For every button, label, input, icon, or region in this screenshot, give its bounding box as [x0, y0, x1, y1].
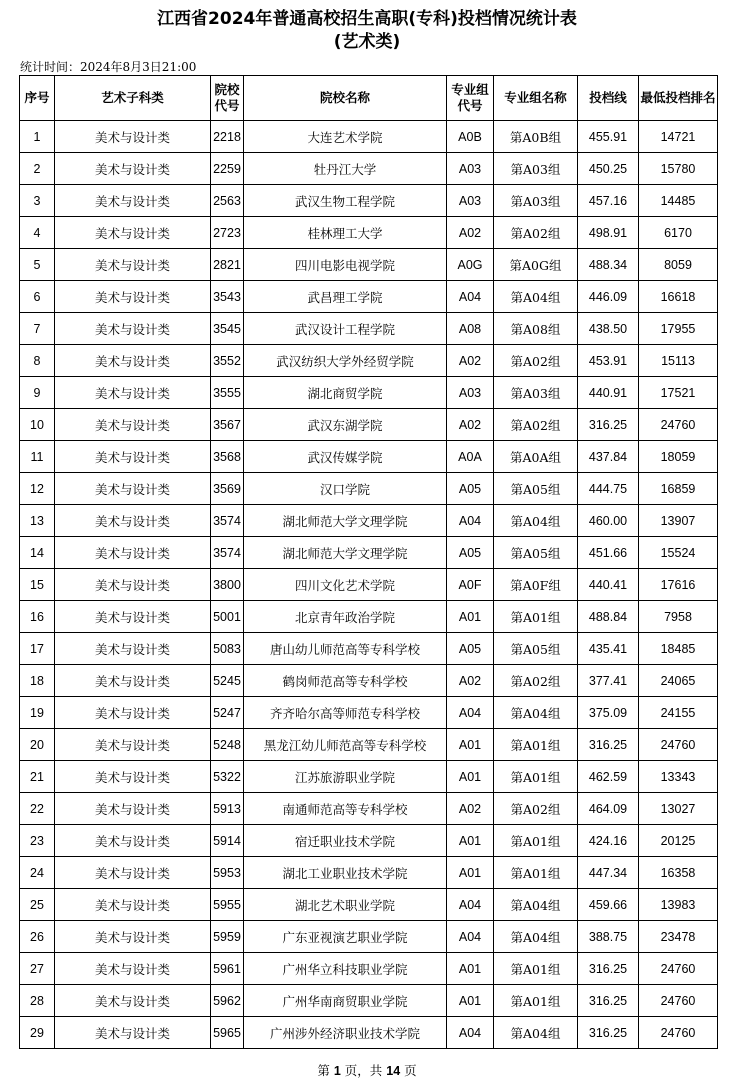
- cell-group-code: A04: [447, 697, 494, 729]
- cell-index: 2: [20, 153, 55, 185]
- cell-group-code: A04: [447, 921, 494, 953]
- cell-school-code: 2218: [211, 121, 244, 153]
- cell-subcategory: 美术与设计类: [55, 185, 211, 217]
- cell-min-rank: 7958: [639, 601, 718, 633]
- cell-group-code: A0B: [447, 121, 494, 153]
- cell-min-rank: 16618: [639, 281, 718, 313]
- cell-group-code: A05: [447, 473, 494, 505]
- cell-school-name: 湖北师范大学文理学院: [244, 537, 447, 569]
- cell-group-code: A01: [447, 825, 494, 857]
- table-row: [20, 1017, 718, 1049]
- cell-group-code: A0G: [447, 249, 494, 281]
- table-row: [20, 793, 718, 825]
- page-title: [0, 8, 734, 54]
- cell-group-name: 第A03组: [494, 185, 578, 217]
- cell-subcategory: 美术与设计类: [55, 121, 211, 153]
- cell-school-code: 5247: [211, 697, 244, 729]
- cell-score: 457.16: [578, 185, 639, 217]
- cell-min-rank: 13343: [639, 761, 718, 793]
- cell-index: 4: [20, 217, 55, 249]
- cell-group-name: 第A04组: [494, 697, 578, 729]
- cell-school-name: 广州涉外经济职业技术学院: [244, 1017, 447, 1049]
- cell-school-name: 南通师范高等专科学校: [244, 793, 447, 825]
- cell-score: 462.59: [578, 761, 639, 793]
- footer-suffix: 页: [404, 1063, 417, 1078]
- cell-group-code: A0A: [447, 441, 494, 473]
- cell-school-code: 3569: [211, 473, 244, 505]
- cell-min-rank: 16859: [639, 473, 718, 505]
- cell-school-code: 5913: [211, 793, 244, 825]
- col-header-group-code: 专业组代号: [447, 76, 494, 121]
- cell-group-code: A01: [447, 857, 494, 889]
- table-row: [20, 697, 718, 729]
- table-row: [20, 921, 718, 953]
- cell-index: 9: [20, 377, 55, 409]
- cell-school-code: 3800: [211, 569, 244, 601]
- cell-school-code: 5953: [211, 857, 244, 889]
- cell-score: 438.50: [578, 313, 639, 345]
- cell-subcategory: 美术与设计类: [55, 985, 211, 1017]
- cell-school-name: 湖北商贸学院: [244, 377, 447, 409]
- cell-group-code: A02: [447, 217, 494, 249]
- cell-min-rank: 20125: [639, 825, 718, 857]
- cell-min-rank: 17521: [639, 377, 718, 409]
- cell-index: 25: [20, 889, 55, 921]
- cell-index: 26: [20, 921, 55, 953]
- cell-school-code: 3552: [211, 345, 244, 377]
- cell-index: 22: [20, 793, 55, 825]
- cell-index: 5: [20, 249, 55, 281]
- cell-school-code: 3574: [211, 505, 244, 537]
- cell-subcategory: 美术与设计类: [55, 569, 211, 601]
- cell-score: 453.91: [578, 345, 639, 377]
- cell-min-rank: 15780: [639, 153, 718, 185]
- cell-group-name: 第A0F组: [494, 569, 578, 601]
- cell-subcategory: 美术与设计类: [55, 409, 211, 441]
- cell-subcategory: 美术与设计类: [55, 921, 211, 953]
- cell-school-code: 5959: [211, 921, 244, 953]
- cell-index: 7: [20, 313, 55, 345]
- title-line-1: 江西省2024年普通高校招生高职(专科)投档情况统计表: [157, 9, 577, 29]
- cell-group-code: A02: [447, 793, 494, 825]
- cell-subcategory: 美术与设计类: [55, 857, 211, 889]
- cell-school-name: 唐山幼儿师范高等专科学校: [244, 633, 447, 665]
- cell-subcategory: 美术与设计类: [55, 537, 211, 569]
- cell-group-code: A04: [447, 505, 494, 537]
- cell-school-code: 3568: [211, 441, 244, 473]
- cell-min-rank: 18059: [639, 441, 718, 473]
- cell-group-code: A0F: [447, 569, 494, 601]
- cell-score: 451.66: [578, 537, 639, 569]
- cell-group-code: A01: [447, 953, 494, 985]
- cell-index: 24: [20, 857, 55, 889]
- table-row: [20, 985, 718, 1017]
- cell-school-code: 2563: [211, 185, 244, 217]
- cell-school-name: 大连艺术学院: [244, 121, 447, 153]
- cell-group-name: 第A0A组: [494, 441, 578, 473]
- cell-score: 450.25: [578, 153, 639, 185]
- cell-school-code: 5961: [211, 953, 244, 985]
- cell-group-name: 第A0B组: [494, 121, 578, 153]
- cell-group-name: 第A02组: [494, 665, 578, 697]
- cell-school-name: 武昌理工学院: [244, 281, 447, 313]
- table-row: [20, 377, 718, 409]
- cell-subcategory: 美术与设计类: [55, 889, 211, 921]
- cell-subcategory: 美术与设计类: [55, 665, 211, 697]
- cell-group-name: 第A04组: [494, 1017, 578, 1049]
- table-row: [20, 185, 718, 217]
- cell-subcategory: 美术与设计类: [55, 633, 211, 665]
- col-header-school-code: 院校代号: [211, 76, 244, 121]
- cell-min-rank: 15524: [639, 537, 718, 569]
- cell-group-name: 第A03组: [494, 377, 578, 409]
- admission-table: [19, 75, 718, 1049]
- cell-index: 15: [20, 569, 55, 601]
- cell-score: 316.25: [578, 1017, 639, 1049]
- cell-group-code: A03: [447, 185, 494, 217]
- col-header-score: 投档线: [578, 76, 639, 121]
- footer-mid: 页，共: [344, 1063, 383, 1078]
- cell-group-code: A03: [447, 153, 494, 185]
- cell-min-rank: 6170: [639, 217, 718, 249]
- stat-time: 统计时间：2024年8月3日21:00: [20, 60, 197, 74]
- cell-school-name: 武汉设计工程学院: [244, 313, 447, 345]
- cell-index: 10: [20, 409, 55, 441]
- table-row: [20, 505, 718, 537]
- cell-min-rank: 16358: [639, 857, 718, 889]
- cell-subcategory: 美术与设计类: [55, 953, 211, 985]
- table-row: [20, 857, 718, 889]
- cell-score: 440.91: [578, 377, 639, 409]
- cell-index: 13: [20, 505, 55, 537]
- cell-score: 488.34: [578, 249, 639, 281]
- cell-index: 14: [20, 537, 55, 569]
- cell-school-code: 5001: [211, 601, 244, 633]
- cell-score: 316.25: [578, 985, 639, 1017]
- cell-school-code: 5248: [211, 729, 244, 761]
- cell-school-code: 5965: [211, 1017, 244, 1049]
- cell-group-code: A05: [447, 537, 494, 569]
- cell-min-rank: 24760: [639, 409, 718, 441]
- cell-score: 459.66: [578, 889, 639, 921]
- table-row: [20, 441, 718, 473]
- cell-min-rank: 15113: [639, 345, 718, 377]
- table-row: [20, 537, 718, 569]
- cell-school-name: 武汉纺织大学外经贸学院: [244, 345, 447, 377]
- cell-score: 488.84: [578, 601, 639, 633]
- cell-group-code: A02: [447, 409, 494, 441]
- cell-school-code: 5914: [211, 825, 244, 857]
- cell-group-name: 第A01组: [494, 985, 578, 1017]
- cell-score: 446.09: [578, 281, 639, 313]
- cell-group-name: 第A01组: [494, 601, 578, 633]
- table-row: [20, 153, 718, 185]
- cell-school-code: 3543: [211, 281, 244, 313]
- cell-min-rank: 24760: [639, 729, 718, 761]
- cell-school-name: 汉口学院: [244, 473, 447, 505]
- cell-subcategory: 美术与设计类: [55, 505, 211, 537]
- cell-group-code: A01: [447, 761, 494, 793]
- cell-min-rank: 24155: [639, 697, 718, 729]
- cell-group-code: A01: [447, 729, 494, 761]
- cell-group-name: 第A01组: [494, 761, 578, 793]
- cell-group-name: 第A08组: [494, 313, 578, 345]
- cell-min-rank: 23478: [639, 921, 718, 953]
- cell-subcategory: 美术与设计类: [55, 441, 211, 473]
- cell-score: 316.25: [578, 729, 639, 761]
- cell-subcategory: 美术与设计类: [55, 153, 211, 185]
- cell-school-name: 齐齐哈尔高等师范专科学校: [244, 697, 447, 729]
- cell-group-code: A05: [447, 633, 494, 665]
- cell-school-name: 广东亚视演艺职业学院: [244, 921, 447, 953]
- cell-subcategory: 美术与设计类: [55, 729, 211, 761]
- cell-school-name: 广州华立科技职业学院: [244, 953, 447, 985]
- cell-subcategory: 美术与设计类: [55, 345, 211, 377]
- cell-school-name: 鹤岗师范高等专科学校: [244, 665, 447, 697]
- cell-group-name: 第A05组: [494, 633, 578, 665]
- cell-school-name: 武汉东湖学院: [244, 409, 447, 441]
- cell-subcategory: 美术与设计类: [55, 377, 211, 409]
- cell-subcategory: 美术与设计类: [55, 313, 211, 345]
- cell-group-name: 第A04组: [494, 889, 578, 921]
- cell-min-rank: 14721: [639, 121, 718, 153]
- cell-school-code: 5955: [211, 889, 244, 921]
- cell-index: 19: [20, 697, 55, 729]
- cell-school-code: 5962: [211, 985, 244, 1017]
- cell-index: 23: [20, 825, 55, 857]
- cell-school-code: 3545: [211, 313, 244, 345]
- cell-school-name: 四川文化艺术学院: [244, 569, 447, 601]
- cell-school-name: 牡丹江大学: [244, 153, 447, 185]
- cell-group-name: 第A05组: [494, 473, 578, 505]
- cell-group-name: 第A05组: [494, 537, 578, 569]
- title-line-2: (艺术类): [333, 32, 401, 52]
- table-row: [20, 729, 718, 761]
- cell-index: 3: [20, 185, 55, 217]
- cell-min-rank: 24760: [639, 985, 718, 1017]
- cell-min-rank: 24760: [639, 953, 718, 985]
- cell-group-name: 第A02组: [494, 409, 578, 441]
- cell-group-code: A04: [447, 1017, 494, 1049]
- footer-prefix: 第: [317, 1063, 330, 1078]
- table-row: [20, 217, 718, 249]
- cell-school-name: 桂林理工大学: [244, 217, 447, 249]
- cell-min-rank: 13983: [639, 889, 718, 921]
- cell-group-name: 第A0G组: [494, 249, 578, 281]
- table-header-row: [20, 76, 718, 121]
- cell-school-code: 5083: [211, 633, 244, 665]
- cell-group-name: 第A02组: [494, 217, 578, 249]
- cell-group-name: 第A02组: [494, 345, 578, 377]
- cell-index: 18: [20, 665, 55, 697]
- cell-subcategory: 美术与设计类: [55, 601, 211, 633]
- cell-school-code: 5322: [211, 761, 244, 793]
- col-header-min-rank: 最低投档排名: [639, 76, 718, 121]
- cell-score: 455.91: [578, 121, 639, 153]
- table-row: [20, 889, 718, 921]
- cell-index: 17: [20, 633, 55, 665]
- cell-group-code: A04: [447, 281, 494, 313]
- table-row: [20, 313, 718, 345]
- cell-school-code: 3574: [211, 537, 244, 569]
- cell-subcategory: 美术与设计类: [55, 249, 211, 281]
- cell-score: 377.41: [578, 665, 639, 697]
- cell-score: 424.16: [578, 825, 639, 857]
- col-header-school-name: 院校名称: [244, 76, 447, 121]
- cell-school-code: 3567: [211, 409, 244, 441]
- table-row: [20, 601, 718, 633]
- cell-min-rank: 17955: [639, 313, 718, 345]
- cell-group-code: A08: [447, 313, 494, 345]
- cell-school-name: 广州华南商贸职业学院: [244, 985, 447, 1017]
- cell-group-code: A04: [447, 889, 494, 921]
- cell-index: 11: [20, 441, 55, 473]
- cell-score: 498.91: [578, 217, 639, 249]
- cell-group-name: 第A03组: [494, 153, 578, 185]
- cell-group-name: 第A02组: [494, 793, 578, 825]
- cell-score: 447.34: [578, 857, 639, 889]
- col-header-group-name: 专业组名称: [494, 76, 578, 121]
- footer-page-number: 1: [333, 1064, 341, 1078]
- cell-school-name: 湖北工业职业技术学院: [244, 857, 447, 889]
- cell-index: 28: [20, 985, 55, 1017]
- cell-min-rank: 24065: [639, 665, 718, 697]
- cell-school-name: 湖北艺术职业学院: [244, 889, 447, 921]
- cell-score: 460.00: [578, 505, 639, 537]
- cell-school-code: 2259: [211, 153, 244, 185]
- cell-score: 435.41: [578, 633, 639, 665]
- cell-group-name: 第A04组: [494, 281, 578, 313]
- table-row: [20, 473, 718, 505]
- footer-total-pages: 14: [386, 1064, 401, 1078]
- cell-school-name: 湖北师范大学文理学院: [244, 505, 447, 537]
- table-row: [20, 409, 718, 441]
- cell-score: 444.75: [578, 473, 639, 505]
- cell-index: 6: [20, 281, 55, 313]
- cell-school-name: 黑龙江幼儿师范高等专科学校: [244, 729, 447, 761]
- cell-group-code: A02: [447, 665, 494, 697]
- cell-min-rank: 14485: [639, 185, 718, 217]
- table-row: [20, 121, 718, 153]
- cell-school-name: 武汉传媒学院: [244, 441, 447, 473]
- table-row: [20, 953, 718, 985]
- cell-index: 27: [20, 953, 55, 985]
- cell-min-rank: 24760: [639, 1017, 718, 1049]
- cell-subcategory: 美术与设计类: [55, 697, 211, 729]
- col-header-index: 序号: [20, 76, 55, 121]
- cell-group-name: 第A01组: [494, 825, 578, 857]
- cell-school-name: 武汉生物工程学院: [244, 185, 447, 217]
- cell-score: 316.25: [578, 953, 639, 985]
- page-footer: [0, 1061, 734, 1079]
- cell-subcategory: 美术与设计类: [55, 825, 211, 857]
- table-body: [20, 121, 718, 1049]
- cell-school-name: 江苏旅游职业学院: [244, 761, 447, 793]
- cell-min-rank: 8059: [639, 249, 718, 281]
- cell-index: 20: [20, 729, 55, 761]
- cell-group-name: 第A04组: [494, 921, 578, 953]
- cell-score: 375.09: [578, 697, 639, 729]
- cell-subcategory: 美术与设计类: [55, 281, 211, 313]
- cell-school-code: 5245: [211, 665, 244, 697]
- cell-group-code: A01: [447, 985, 494, 1017]
- cell-subcategory: 美术与设计类: [55, 1017, 211, 1049]
- cell-index: 12: [20, 473, 55, 505]
- col-header-subcategory: 艺术子科类: [55, 76, 211, 121]
- table-row: [20, 825, 718, 857]
- table-row: [20, 761, 718, 793]
- cell-score: 440.41: [578, 569, 639, 601]
- cell-school-name: 北京青年政治学院: [244, 601, 447, 633]
- cell-group-name: 第A01组: [494, 729, 578, 761]
- table-row: [20, 281, 718, 313]
- cell-group-name: 第A01组: [494, 953, 578, 985]
- cell-school-code: 2821: [211, 249, 244, 281]
- cell-group-code: A01: [447, 601, 494, 633]
- cell-subcategory: 美术与设计类: [55, 793, 211, 825]
- table-row: [20, 633, 718, 665]
- cell-school-code: 2723: [211, 217, 244, 249]
- cell-subcategory: 美术与设计类: [55, 761, 211, 793]
- table-row: [20, 345, 718, 377]
- cell-score: 388.75: [578, 921, 639, 953]
- cell-min-rank: 13907: [639, 505, 718, 537]
- cell-score: 464.09: [578, 793, 639, 825]
- cell-score: 316.25: [578, 409, 639, 441]
- cell-subcategory: 美术与设计类: [55, 473, 211, 505]
- cell-index: 29: [20, 1017, 55, 1049]
- cell-min-rank: 13027: [639, 793, 718, 825]
- cell-subcategory: 美术与设计类: [55, 217, 211, 249]
- cell-index: 16: [20, 601, 55, 633]
- cell-group-name: 第A04组: [494, 505, 578, 537]
- table-row: [20, 665, 718, 697]
- cell-school-name: 宿迁职业技术学院: [244, 825, 447, 857]
- cell-group-code: A02: [447, 345, 494, 377]
- cell-school-code: 3555: [211, 377, 244, 409]
- cell-group-name: 第A01组: [494, 857, 578, 889]
- cell-school-name: 四川电影电视学院: [244, 249, 447, 281]
- table-row: [20, 249, 718, 281]
- cell-index: 21: [20, 761, 55, 793]
- cell-min-rank: 18485: [639, 633, 718, 665]
- cell-group-code: A03: [447, 377, 494, 409]
- table-row: [20, 569, 718, 601]
- cell-index: 1: [20, 121, 55, 153]
- cell-min-rank: 17616: [639, 569, 718, 601]
- cell-score: 437.84: [578, 441, 639, 473]
- cell-index: 8: [20, 345, 55, 377]
